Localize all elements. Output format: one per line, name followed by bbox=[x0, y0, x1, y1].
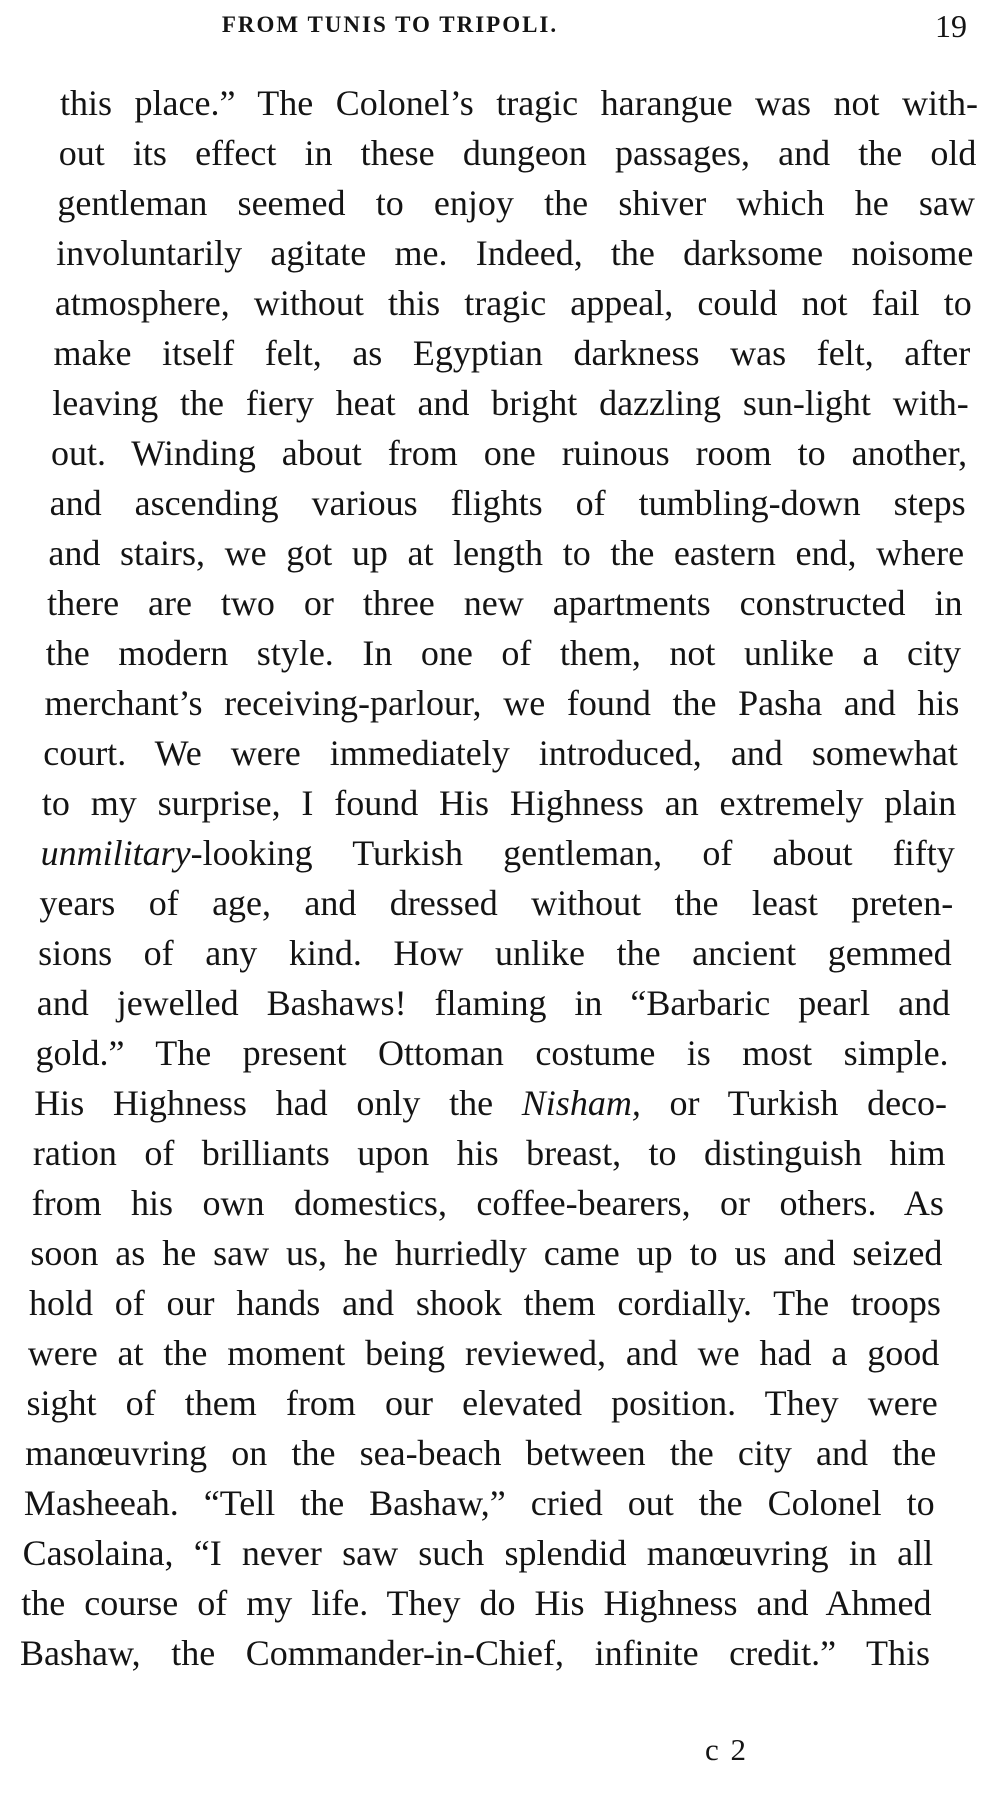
text-line bbox=[34, 1078, 947, 1128]
text-segment: make itself felt, as Egyptian darkness was felt, after bbox=[53, 333, 971, 373]
text-line bbox=[41, 828, 955, 878]
text-line bbox=[59, 128, 977, 178]
italic-text: unmilitary bbox=[40, 833, 191, 873]
text-segment: court. We were immediately introduced, and somewhat bbox=[43, 733, 958, 773]
text-line bbox=[57, 178, 974, 228]
text-segment: soon as he saw us, he hurriedly came up to us and seized bbox=[30, 1233, 943, 1273]
text-line bbox=[24, 1478, 935, 1528]
text-line bbox=[45, 678, 960, 728]
text-line bbox=[47, 578, 962, 628]
text-segment: sight of them from our elevated position. They were bbox=[26, 1383, 938, 1423]
text-segment: Masheeah. “Tell the Bashaw,” cried out the Colonel to bbox=[23, 1483, 935, 1523]
text-line bbox=[52, 378, 968, 428]
text-line bbox=[30, 1228, 942, 1278]
text-segment: out its effect in these dungeon passages, and the old bbox=[58, 133, 977, 173]
text-segment: atmosphere, without this tragic appeal, could not fail to bbox=[54, 283, 972, 323]
text-segment: there are two or three new apartments constructed in bbox=[47, 583, 963, 623]
text-line bbox=[28, 1328, 940, 1378]
text-line bbox=[26, 1378, 937, 1428]
text-segment: the modern style. In one of them, not unlike a city bbox=[45, 633, 961, 673]
text-segment: Casolaina, “I never saw such splendid manœuvring in all bbox=[22, 1533, 934, 1573]
text-segment: out. Winding about from one ruinous room to another, bbox=[50, 433, 968, 473]
text-segment: manœuvring on the sea-beach between the city and the bbox=[25, 1433, 937, 1473]
text-segment: this place.” The Colonel’s tragic harangue was not with- bbox=[60, 83, 978, 123]
text-line bbox=[42, 778, 956, 828]
text-line bbox=[20, 1628, 930, 1678]
text-segment: were at the moment being reviewed, and we had a good bbox=[27, 1333, 940, 1373]
text-line bbox=[48, 528, 964, 578]
text-segment: leaving the fiery heat and bright dazzling sun-light with- bbox=[52, 383, 969, 423]
running-title: FROM TUNIS TO TRIPOLI. bbox=[221, 12, 559, 37]
text-segment: sions of any kind. How unlike the ancient gemmed bbox=[38, 933, 952, 973]
text-line bbox=[56, 228, 973, 278]
text-line bbox=[21, 1578, 931, 1628]
page-number: 19 bbox=[935, 8, 967, 44]
running-head bbox=[0, 8, 1000, 52]
text-line bbox=[35, 1028, 948, 1078]
text-segment: from his own domestics, coffee-bearers, or others. As bbox=[31, 1183, 944, 1223]
text-line bbox=[50, 478, 966, 528]
text-line bbox=[55, 278, 972, 328]
text-line bbox=[46, 628, 961, 678]
text-segment: merchant’s receiving-parlour, we found the Pasha and his bbox=[44, 683, 960, 723]
italic-text: Nisham, bbox=[521, 1083, 641, 1123]
text-segment: and jewelled Bashaws! flaming in “Barbaric pearl and bbox=[36, 983, 951, 1023]
text-line bbox=[60, 78, 978, 128]
text-line bbox=[29, 1278, 941, 1328]
text-segment: gold.” The present Ottoman costume is most simple. bbox=[35, 1033, 949, 1073]
text-segment: and stairs, we got up at length to the eastern end, where bbox=[48, 533, 965, 573]
text-segment: or Turkish deco- bbox=[640, 1083, 948, 1123]
text-segment: the course of my life. They do His Highness and Ahmed bbox=[21, 1583, 932, 1623]
text-segment: involuntarily agitate me. Indeed, the darksome noisome bbox=[56, 233, 974, 273]
text-line bbox=[23, 1528, 934, 1578]
text-segment: years of age, and dressed without the least preten- bbox=[39, 883, 954, 923]
text-segment: -looking Turkish gentleman, of about fifty bbox=[190, 833, 955, 873]
text-segment: Bashaw, the Commander-in-Chief, infinite credit.” This bbox=[20, 1633, 930, 1673]
text-line bbox=[33, 1128, 946, 1178]
text-segment: and ascending various flights of tumbling-down steps bbox=[49, 483, 966, 523]
text-line bbox=[37, 978, 950, 1028]
text-line bbox=[43, 728, 958, 778]
text-segment: ration of brilliants upon his breast, to distinguish him bbox=[32, 1133, 946, 1173]
text-line bbox=[39, 878, 953, 928]
text-line bbox=[32, 1178, 944, 1228]
text-segment: hold of our hands and shook them cordially. The troops bbox=[29, 1283, 941, 1323]
text-line bbox=[51, 428, 967, 478]
text-segment: His Highness had only the bbox=[34, 1083, 522, 1123]
text-segment: gentleman seemed to enjoy the shiver which he saw bbox=[57, 183, 975, 223]
text-line bbox=[54, 328, 971, 378]
signature-mark: c 2 bbox=[705, 1732, 749, 1767]
text-line bbox=[25, 1428, 936, 1478]
text-line bbox=[38, 928, 952, 978]
text-segment: to my surprise, I found His Highness an extremely plain bbox=[41, 783, 957, 823]
